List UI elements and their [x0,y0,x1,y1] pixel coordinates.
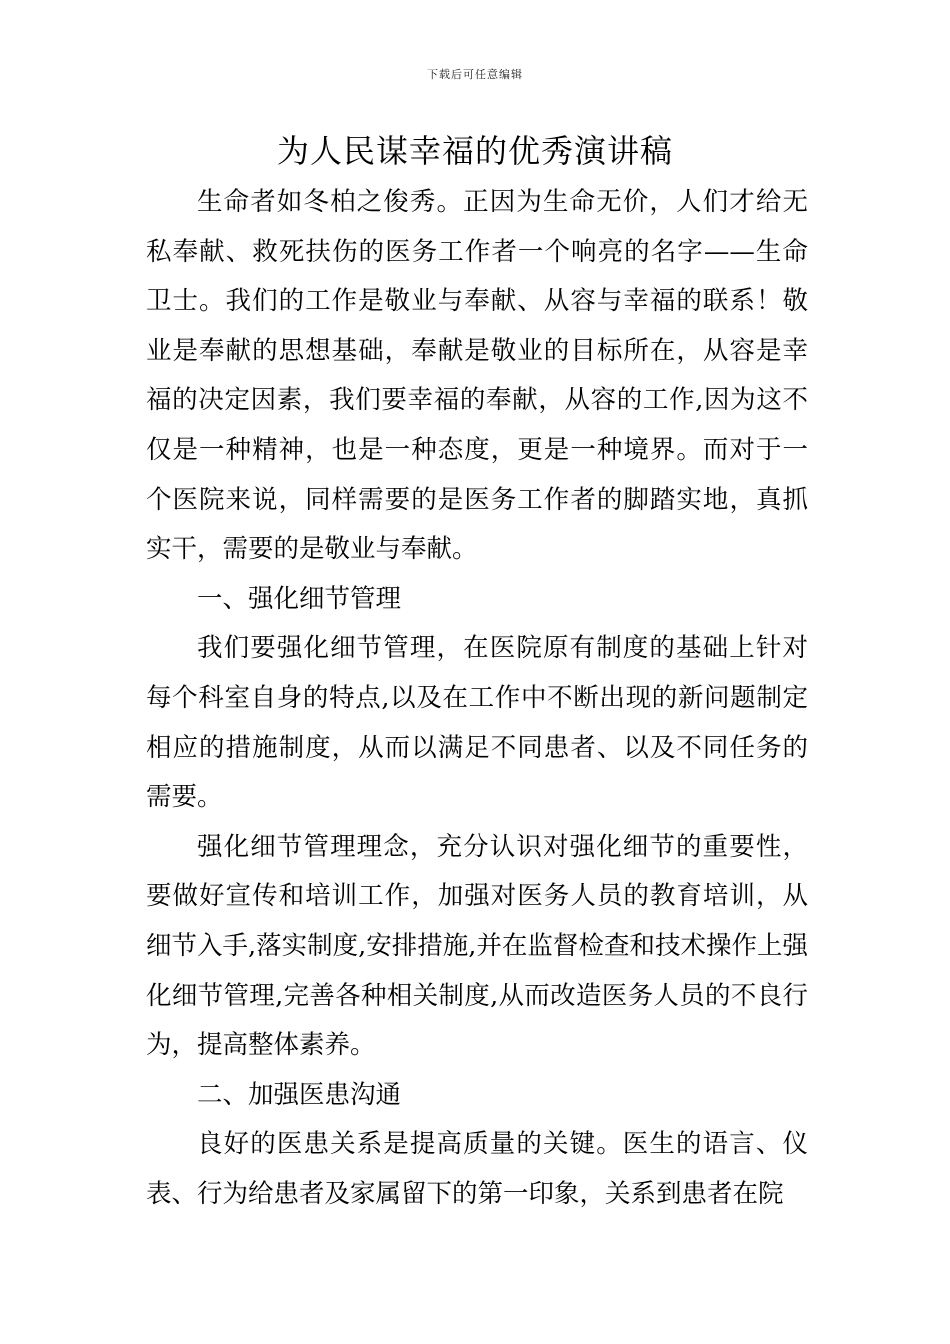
section-heading-1: 一、强化细节管理 [197,583,402,614]
paragraph-intro: 生命者如冬柏之俊秀。正因为生命无价，人们才给无私奉献、救死扶伤的医务工作者一个响亮的名字——生命卫士。我们的工作是敬业与奉献、从容与幸福的联系！敬业是奉献的思想基础，奉献是敬业的目标所在，从容是幸福的决定因素，我们要幸福的奉献，从容的工作,因为这不仅是一种精神，也是一种态度，更是一种境界。而对于一个医院来说，同样需要的是医务工作者的脚踏实地，真抓实干，需要的是敬业与奉献。 [146,187,808,565]
paragraph-detail-management: 我们要强化细节管理，在医院原有制度的基础上针对每个科室自身的特点,以及在工作中不断出现的新问题制定相应的措施制度，从而以满足不同患者、以及不同任务的需要。 [146,633,808,813]
section-heading-2: 二、加强医患沟通 [197,1079,402,1110]
paragraph-detail-concept: 强化细节管理理念，充分认识对强化细节的重要性，要做好宣传和培训工作，加强对医务人员的教育培训，从细节入手,落实制度,安排措施,并在监督检查和技术操作上强化细节管理,完善各种相关制度,从而改造医务人员的不良行为，提高整体素养。 [146,831,808,1061]
paragraph-doctor-patient: 良好的医患关系是提高质量的关键。医生的语言、仪表、行为给患者及家属留下的第一印象，关系到患者在院 [146,1129,808,1209]
document-title: 为人民谋幸福的优秀演讲稿 [276,132,673,170]
header-note: 下载后可任意编辑 [427,68,523,81]
document-body [146,178,808,1219]
